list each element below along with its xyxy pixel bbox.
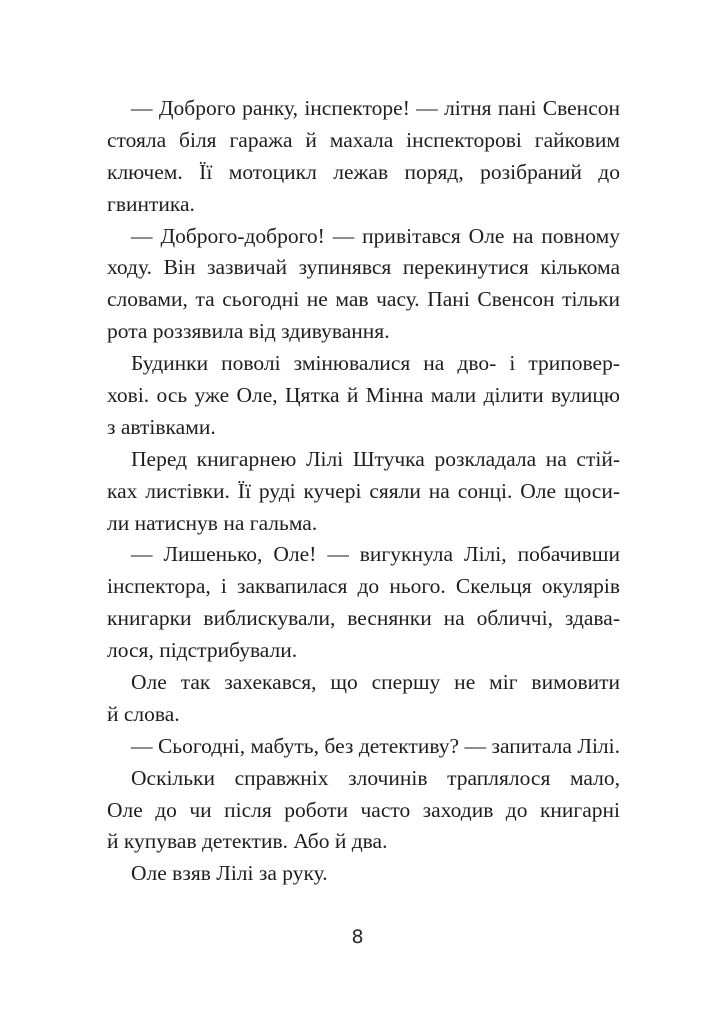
text-line: — Доброго-доброго! — привітався Оле на повному <box>131 223 620 248</box>
text-line: й купував детектив. Або й два. <box>107 829 388 854</box>
text-line: — Лишенько, Оле! — вигукнула Лілі, побачивши <box>131 542 620 567</box>
text-line: стояла біля гаража й махала інспекторові гайковим <box>107 127 620 152</box>
text-line: Перед книгарнею Лілі Штучка розкладала на стій- <box>131 446 620 471</box>
text-line: лося, підстрибували. <box>107 638 298 663</box>
text-line: Оле взяв Лілі за руку. <box>131 861 328 886</box>
text-line: ключем. Її мотоцикл лежав поряд, розібраний до <box>107 159 620 184</box>
text-line: Будинки поволі змінювалися на дво- і триповер- <box>131 351 620 376</box>
text-line: — Доброго ранку, інспекторе! — літня пані Свенсон <box>131 96 620 120</box>
text-line: — Сьогодні, мабуть, без детективу? — запитала Лілі. <box>131 733 620 758</box>
text-line: словами, та сьогодні не мав часу. Пані Свенсон тільки <box>107 287 620 312</box>
text-line: книгарки виблискували, веснянки на обличчі, здава- <box>107 606 620 631</box>
text-line: ли натиснув на гальма. <box>107 510 318 535</box>
text-line: з автівками. <box>107 414 216 439</box>
text-line: Оле так захекався, що спершу не міг вимовити <box>131 670 620 695</box>
text-line: Оскільки справжніх злочинів траплялося мало, <box>131 765 620 790</box>
text-line: Оле до чи після роботи часто заходив до книгарні <box>107 797 620 822</box>
body-text <box>107 93 620 890</box>
text-line: й слова. <box>107 701 180 726</box>
text-line: хові. ось уже Оле, Цятка й Мінна мали ділити вулицю <box>107 383 620 408</box>
page-number: 8 <box>351 926 364 948</box>
text-line: гвинтика. <box>107 191 195 216</box>
text-line: ках листівки. Її руді кучері сяяли на сонці. Оле щоси- <box>107 478 620 503</box>
text-line: ходу. Він зазвичай зупинявся перекинутися кількома <box>107 255 620 280</box>
text-line: інспектора, і заквапилася до нього. Скельця окулярів <box>107 574 620 599</box>
text-line: рота роззявила від здивування. <box>107 319 390 344</box>
